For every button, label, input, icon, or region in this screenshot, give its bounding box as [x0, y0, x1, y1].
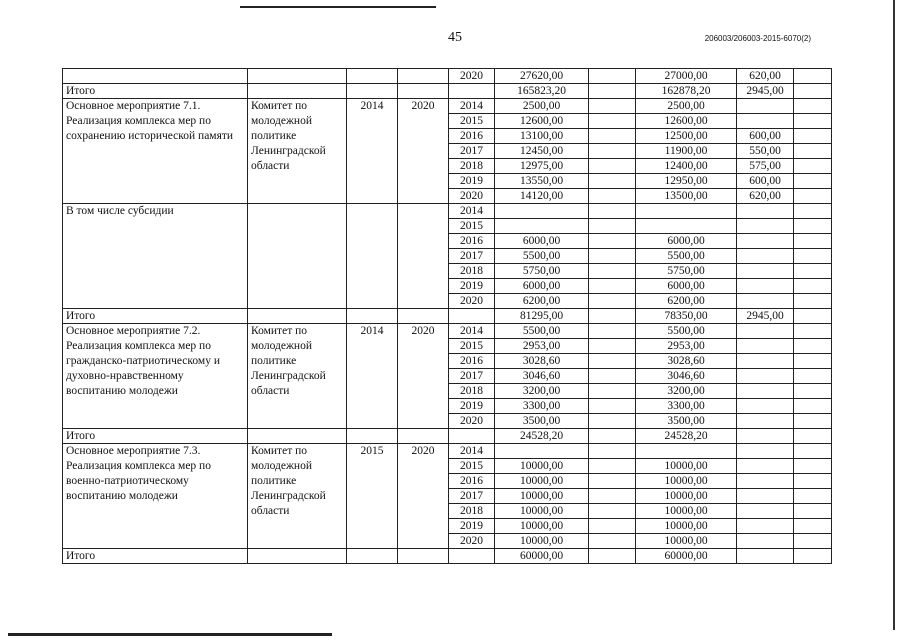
federal-cell — [589, 84, 636, 99]
federal-cell — [589, 549, 636, 564]
scan-edge-line-right — [893, 0, 895, 630]
federal-cell — [589, 444, 636, 459]
activity-cell: Основное мероприятие 7.3. Реализация комплекса мер по военно-патриотическому воспитанию молодежи — [63, 444, 248, 549]
regional-cell: 11900,00 — [636, 144, 737, 159]
federal-cell — [589, 369, 636, 384]
itogo-row — [63, 549, 832, 564]
local-cell: 2945,00 — [737, 309, 794, 324]
regional-cell: 2953,00 — [636, 339, 737, 354]
other-cell — [794, 204, 832, 219]
total-cell: 3046,60 — [495, 369, 589, 384]
other-cell — [794, 459, 832, 474]
local-cell — [737, 474, 794, 489]
regional-cell: 13500,00 — [636, 189, 737, 204]
other-cell — [794, 534, 832, 549]
executor-cell — [248, 69, 347, 84]
regional-cell: 10000,00 — [636, 534, 737, 549]
total-cell: 2953,00 — [495, 339, 589, 354]
start-year-cell — [347, 84, 398, 99]
local-cell — [737, 384, 794, 399]
total-cell: 5750,00 — [495, 264, 589, 279]
total-cell: 3300,00 — [495, 399, 589, 414]
budget-table — [62, 68, 832, 564]
year-cell: 2016 — [449, 129, 495, 144]
total-cell: 3200,00 — [495, 384, 589, 399]
year-cell: 2018 — [449, 264, 495, 279]
total-cell: 3028,60 — [495, 354, 589, 369]
regional-cell: 3200,00 — [636, 384, 737, 399]
year-cell: 2014 — [449, 99, 495, 114]
page-number: 45 — [448, 30, 462, 45]
total-cell: 12600,00 — [495, 114, 589, 129]
year-cell — [449, 429, 495, 444]
executor-cell: Комитет по молодежной политике Ленинградской области — [248, 324, 347, 429]
local-cell — [737, 294, 794, 309]
total-cell — [495, 444, 589, 459]
federal-cell — [589, 264, 636, 279]
federal-cell — [589, 474, 636, 489]
federal-cell — [589, 294, 636, 309]
activity-cell: В том числе субсидии — [63, 204, 248, 309]
local-cell — [737, 324, 794, 339]
other-cell — [794, 159, 832, 174]
itogo-row — [63, 309, 832, 324]
other-cell — [794, 264, 832, 279]
federal-cell — [589, 174, 636, 189]
total-cell: 24528,20 — [495, 429, 589, 444]
executor-cell: Комитет по молодежной политике Ленинградской области — [248, 444, 347, 549]
other-cell — [794, 234, 832, 249]
regional-cell: 3028,60 — [636, 354, 737, 369]
regional-cell: 12500,00 — [636, 129, 737, 144]
table-row — [63, 444, 832, 459]
itogo-label: Итого — [63, 84, 248, 99]
total-cell: 10000,00 — [495, 519, 589, 534]
regional-cell: 12400,00 — [636, 159, 737, 174]
itogo-row — [63, 84, 832, 99]
local-cell — [737, 204, 794, 219]
table-row — [63, 99, 832, 114]
local-cell — [737, 249, 794, 264]
regional-cell: 24528,20 — [636, 429, 737, 444]
year-cell — [449, 549, 495, 564]
federal-cell — [589, 309, 636, 324]
other-cell — [794, 444, 832, 459]
federal-cell — [589, 399, 636, 414]
federal-cell — [589, 339, 636, 354]
regional-cell: 5750,00 — [636, 264, 737, 279]
other-cell — [794, 129, 832, 144]
other-cell — [794, 219, 832, 234]
scan-edge-line-bottom — [8, 633, 332, 636]
year-cell: 2017 — [449, 249, 495, 264]
year-cell: 2016 — [449, 234, 495, 249]
total-cell: 6200,00 — [495, 294, 589, 309]
federal-cell — [589, 489, 636, 504]
regional-cell: 5500,00 — [636, 324, 737, 339]
federal-cell — [589, 519, 636, 534]
regional-cell: 12950,00 — [636, 174, 737, 189]
year-cell: 2020 — [449, 189, 495, 204]
other-cell — [794, 369, 832, 384]
federal-cell — [589, 384, 636, 399]
year-cell: 2017 — [449, 489, 495, 504]
regional-cell: 27000,00 — [636, 69, 737, 84]
table-row — [63, 69, 832, 84]
regional-cell: 10000,00 — [636, 474, 737, 489]
year-cell: 2014 — [449, 324, 495, 339]
executor-cell: Комитет по молодежной политике Ленинградской области — [248, 99, 347, 204]
start-year-cell — [347, 549, 398, 564]
end-year-cell — [398, 549, 449, 564]
total-cell — [495, 204, 589, 219]
other-cell — [794, 489, 832, 504]
year-cell: 2014 — [449, 204, 495, 219]
other-cell — [794, 294, 832, 309]
year-cell: 2019 — [449, 174, 495, 189]
total-cell: 12975,00 — [495, 159, 589, 174]
regional-cell: 6000,00 — [636, 279, 737, 294]
year-cell: 2017 — [449, 369, 495, 384]
other-cell — [794, 99, 832, 114]
regional-cell: 6200,00 — [636, 294, 737, 309]
year-cell — [449, 84, 495, 99]
local-cell — [737, 459, 794, 474]
federal-cell — [589, 114, 636, 129]
end-year-cell: 2020 — [398, 99, 449, 204]
year-cell: 2018 — [449, 384, 495, 399]
other-cell — [794, 549, 832, 564]
local-cell — [737, 354, 794, 369]
start-year-cell — [347, 69, 398, 84]
executor-cell — [248, 429, 347, 444]
local-cell — [737, 444, 794, 459]
federal-cell — [589, 354, 636, 369]
year-cell: 2019 — [449, 399, 495, 414]
federal-cell — [589, 249, 636, 264]
year-cell — [449, 309, 495, 324]
regional-cell: 78350,00 — [636, 309, 737, 324]
total-cell: 13100,00 — [495, 129, 589, 144]
itogo-label: Итого — [63, 309, 248, 324]
end-year-cell — [398, 204, 449, 309]
federal-cell — [589, 144, 636, 159]
local-cell: 575,00 — [737, 159, 794, 174]
start-year-cell — [347, 204, 398, 309]
activity-cell — [63, 69, 248, 84]
other-cell — [794, 114, 832, 129]
total-cell: 3500,00 — [495, 414, 589, 429]
other-cell — [794, 249, 832, 264]
regional-cell: 10000,00 — [636, 504, 737, 519]
federal-cell — [589, 459, 636, 474]
local-cell — [737, 504, 794, 519]
other-cell — [794, 339, 832, 354]
start-year-cell: 2015 — [347, 444, 398, 549]
activity-cell: Основное мероприятие 7.2. Реализация комплекса мер по гражданско-патриотическому и духовно-нравственному воспитанию молодежи — [63, 324, 248, 429]
local-cell: 2945,00 — [737, 84, 794, 99]
regional-cell: 3046,60 — [636, 369, 737, 384]
document-id: 206003/206003-2015-6070(2) — [704, 34, 811, 43]
local-cell: 600,00 — [737, 174, 794, 189]
federal-cell — [589, 504, 636, 519]
regional-cell: 12600,00 — [636, 114, 737, 129]
total-cell: 10000,00 — [495, 459, 589, 474]
table-row — [63, 204, 832, 219]
executor-cell — [248, 84, 347, 99]
start-year-cell — [347, 429, 398, 444]
other-cell — [794, 324, 832, 339]
total-cell: 12450,00 — [495, 144, 589, 159]
other-cell — [794, 174, 832, 189]
federal-cell — [589, 429, 636, 444]
other-cell — [794, 189, 832, 204]
end-year-cell — [398, 69, 449, 84]
total-cell: 14120,00 — [495, 189, 589, 204]
other-cell — [794, 354, 832, 369]
table-row — [63, 324, 832, 339]
year-cell: 2019 — [449, 279, 495, 294]
federal-cell — [589, 219, 636, 234]
activity-cell: Основное мероприятие 7.1. Реализация комплекса мер по сохранению исторической памяти — [63, 99, 248, 204]
regional-cell: 60000,00 — [636, 549, 737, 564]
local-cell: 600,00 — [737, 129, 794, 144]
local-cell — [737, 369, 794, 384]
local-cell: 620,00 — [737, 189, 794, 204]
other-cell — [794, 474, 832, 489]
regional-cell: 6000,00 — [636, 234, 737, 249]
other-cell — [794, 309, 832, 324]
start-year-cell — [347, 309, 398, 324]
regional-cell: 10000,00 — [636, 489, 737, 504]
year-cell: 2016 — [449, 474, 495, 489]
total-cell: 165823,20 — [495, 84, 589, 99]
regional-cell: 2500,00 — [636, 99, 737, 114]
year-cell: 2020 — [449, 294, 495, 309]
year-cell: 2017 — [449, 144, 495, 159]
total-cell: 13550,00 — [495, 174, 589, 189]
regional-cell: 3300,00 — [636, 399, 737, 414]
total-cell: 10000,00 — [495, 534, 589, 549]
total-cell — [495, 219, 589, 234]
other-cell — [794, 84, 832, 99]
executor-cell — [248, 549, 347, 564]
regional-cell — [636, 219, 737, 234]
local-cell — [737, 339, 794, 354]
total-cell: 10000,00 — [495, 474, 589, 489]
local-cell — [737, 414, 794, 429]
total-cell: 6000,00 — [495, 279, 589, 294]
end-year-cell — [398, 84, 449, 99]
local-cell: 550,00 — [737, 144, 794, 159]
regional-cell: 5500,00 — [636, 249, 737, 264]
local-cell — [737, 279, 794, 294]
other-cell — [794, 519, 832, 534]
year-cell: 2020 — [449, 414, 495, 429]
year-cell: 2018 — [449, 504, 495, 519]
end-year-cell: 2020 — [398, 324, 449, 429]
end-year-cell — [398, 309, 449, 324]
end-year-cell — [398, 429, 449, 444]
total-cell: 27620,00 — [495, 69, 589, 84]
other-cell — [794, 414, 832, 429]
federal-cell — [589, 159, 636, 174]
other-cell — [794, 504, 832, 519]
year-cell: 2015 — [449, 339, 495, 354]
year-cell: 2020 — [449, 69, 495, 84]
regional-cell: 10000,00 — [636, 519, 737, 534]
federal-cell — [589, 129, 636, 144]
federal-cell — [589, 99, 636, 114]
total-cell: 81295,00 — [495, 309, 589, 324]
year-cell: 2020 — [449, 534, 495, 549]
end-year-cell: 2020 — [398, 444, 449, 549]
local-cell — [737, 234, 794, 249]
federal-cell — [589, 234, 636, 249]
other-cell — [794, 384, 832, 399]
local-cell — [737, 264, 794, 279]
federal-cell — [589, 69, 636, 84]
year-cell: 2015 — [449, 219, 495, 234]
total-cell: 6000,00 — [495, 234, 589, 249]
local-cell — [737, 114, 794, 129]
local-cell — [737, 399, 794, 414]
total-cell: 5500,00 — [495, 249, 589, 264]
year-cell: 2018 — [449, 159, 495, 174]
federal-cell — [589, 414, 636, 429]
federal-cell — [589, 324, 636, 339]
year-cell: 2014 — [449, 444, 495, 459]
local-cell — [737, 549, 794, 564]
local-cell — [737, 219, 794, 234]
executor-cell — [248, 204, 347, 309]
itogo-label: Итого — [63, 429, 248, 444]
regional-cell: 3500,00 — [636, 414, 737, 429]
total-cell: 60000,00 — [495, 549, 589, 564]
local-cell — [737, 519, 794, 534]
local-cell — [737, 429, 794, 444]
regional-cell — [636, 444, 737, 459]
itogo-label: Итого — [63, 549, 248, 564]
local-cell: 620,00 — [737, 69, 794, 84]
start-year-cell: 2014 — [347, 324, 398, 429]
other-cell — [794, 429, 832, 444]
regional-cell — [636, 204, 737, 219]
year-cell: 2019 — [449, 519, 495, 534]
itogo-row — [63, 429, 832, 444]
total-cell: 2500,00 — [495, 99, 589, 114]
year-cell: 2015 — [449, 114, 495, 129]
other-cell — [794, 69, 832, 84]
federal-cell — [589, 204, 636, 219]
year-cell: 2015 — [449, 459, 495, 474]
federal-cell — [589, 534, 636, 549]
total-cell: 10000,00 — [495, 504, 589, 519]
scan-edge-line-top — [240, 6, 436, 8]
other-cell — [794, 399, 832, 414]
regional-cell: 10000,00 — [636, 459, 737, 474]
other-cell — [794, 144, 832, 159]
federal-cell — [589, 279, 636, 294]
executor-cell — [248, 309, 347, 324]
total-cell: 5500,00 — [495, 324, 589, 339]
local-cell — [737, 534, 794, 549]
total-cell: 10000,00 — [495, 489, 589, 504]
regional-cell: 162878,20 — [636, 84, 737, 99]
federal-cell — [589, 189, 636, 204]
other-cell — [794, 279, 832, 294]
local-cell — [737, 99, 794, 114]
year-cell: 2016 — [449, 354, 495, 369]
local-cell — [737, 489, 794, 504]
start-year-cell: 2014 — [347, 99, 398, 204]
